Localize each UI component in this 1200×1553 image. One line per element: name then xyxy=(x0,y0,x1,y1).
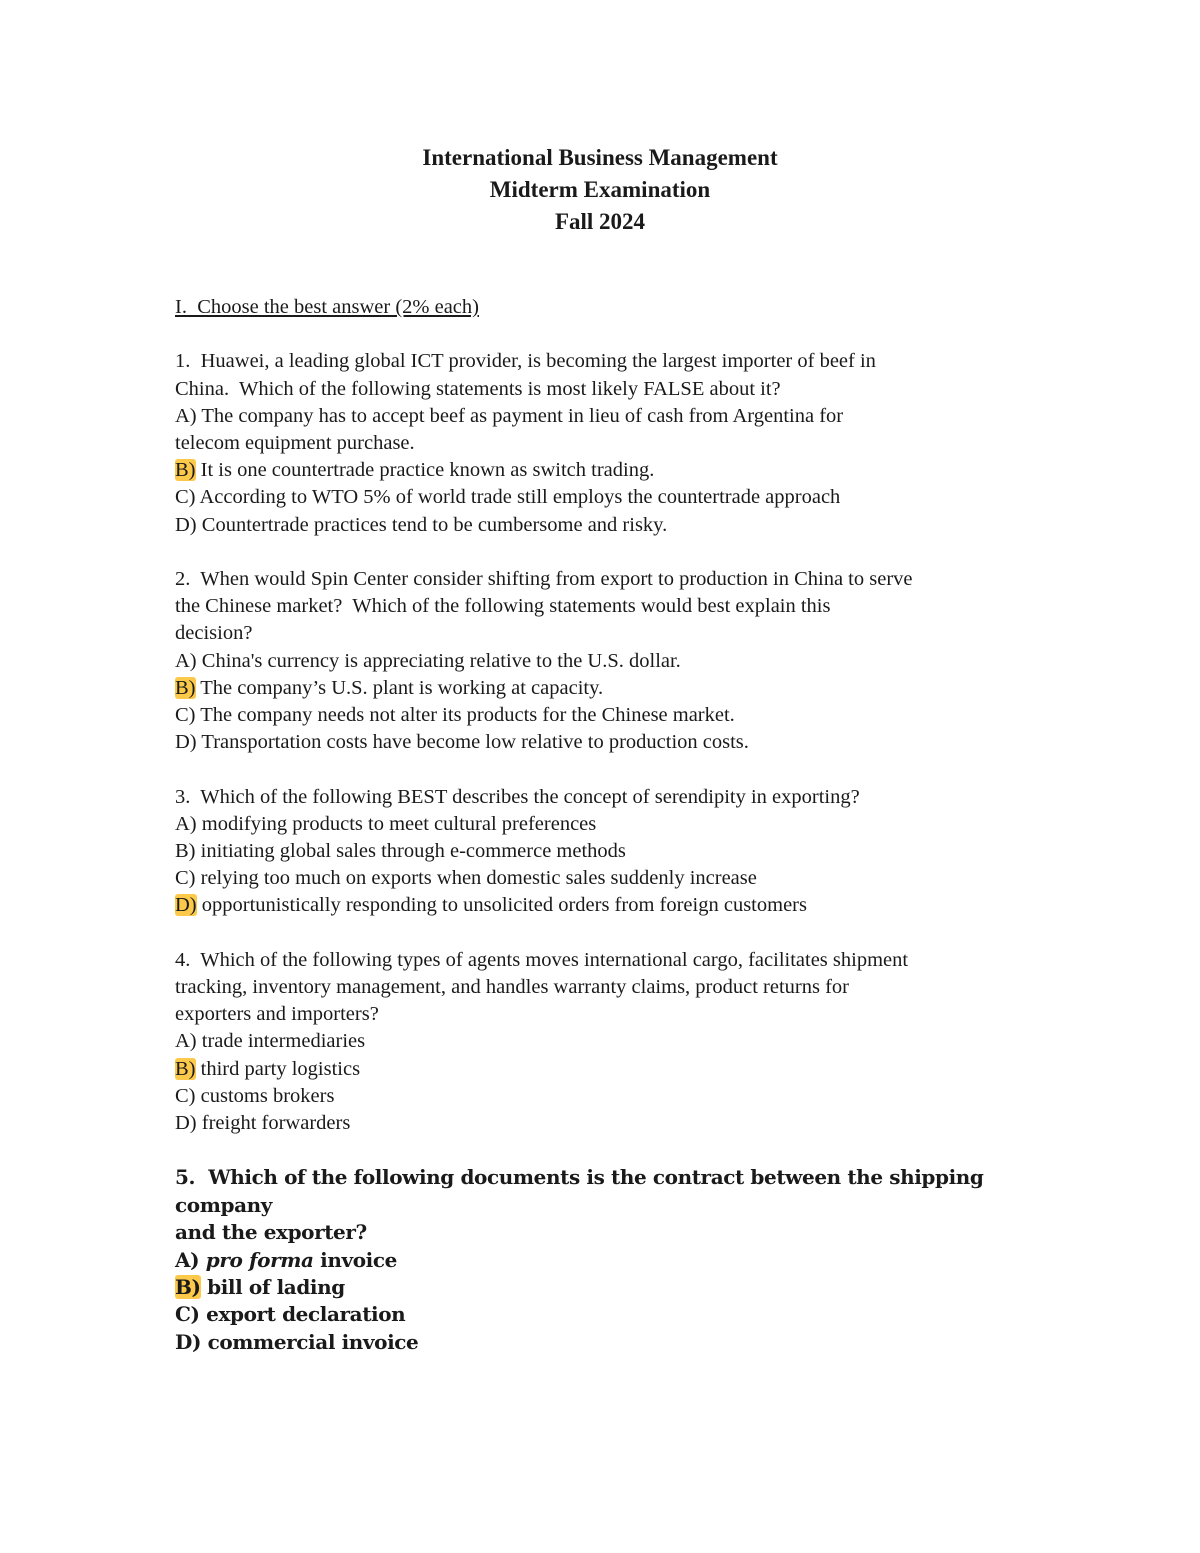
answer-option-a xyxy=(175,403,1055,430)
option-letter: D) xyxy=(175,1112,197,1135)
question-5 xyxy=(175,1164,1055,1356)
answer-option-b xyxy=(175,675,1055,702)
answer-option-d xyxy=(175,1110,1055,1137)
exam-content xyxy=(175,294,1055,1356)
option-text: invoice xyxy=(313,1247,397,1272)
option-text: relying too much on exports when domestic sales suddenly increase xyxy=(195,867,757,890)
option-letter: C) xyxy=(175,486,196,509)
question-2 xyxy=(175,566,1055,756)
option-letter: A) xyxy=(175,812,197,835)
option-italic-text: pro forma xyxy=(199,1247,314,1272)
question-text-line: 2. When would Spin Center consider shifting from export to production in China to serve xyxy=(175,568,913,590)
question-3 xyxy=(175,784,1055,920)
exam-title-block xyxy=(0,142,1200,238)
option-text: The company needs not alter its products for the Chinese market. xyxy=(195,704,735,727)
option-letter: C) xyxy=(175,704,196,727)
option-letter: C) xyxy=(175,1302,200,1327)
option-letter: D) xyxy=(175,731,197,754)
option-text: Countertrade practices tend to be cumbersome and risky. xyxy=(196,513,668,536)
answer-option-b xyxy=(175,1274,1055,1301)
question-text-line: 4. Which of the following types of agents moves international cargo, facilitates shipment xyxy=(175,948,909,971)
option-letter: D) xyxy=(175,1329,202,1354)
option-text: third party logistics xyxy=(195,1057,361,1080)
question-text-line: 1. Huawei, a leading global ICT provider, is becoming the largest importer of beef in xyxy=(175,350,876,373)
option-letter: B) xyxy=(175,840,196,863)
option-text: customs brokers xyxy=(195,1084,335,1107)
answer-option-c xyxy=(175,484,1055,511)
option-text: freight forwarders xyxy=(196,1112,351,1135)
course-title: International Business Management xyxy=(422,145,778,170)
option-text: commercial invoice xyxy=(201,1329,419,1354)
answer-option-d xyxy=(175,729,1055,756)
answer-option-a xyxy=(175,648,1055,675)
option-letter: A) xyxy=(175,1030,197,1053)
option-text: bill of lading xyxy=(200,1275,345,1300)
highlighted-option-letter: B) xyxy=(175,1275,201,1300)
question-4 xyxy=(175,947,1055,1137)
option-text: modifying products to meet cultural preferences xyxy=(196,812,597,835)
question-text-line: tracking, inventory management, and handles warranty claims, product returns for xyxy=(175,976,849,999)
option-letter: D) xyxy=(175,513,197,536)
answer-option-a xyxy=(175,1028,1055,1055)
section-heading: I. Choose the best answer (2% each) xyxy=(175,296,479,318)
highlighted-option-letter: B) xyxy=(175,676,196,699)
question-text-line: 3. Which of the following BEST describes the concept of serendipity in exporting? xyxy=(175,785,860,808)
option-text: According to WTO 5% of world trade still employs the countertrade approach xyxy=(195,486,841,509)
answer-option-c xyxy=(175,1083,1055,1110)
highlighted-option-letter: B) xyxy=(175,1057,196,1080)
option-letter: A) xyxy=(175,649,197,672)
exam-name: Midterm Examination xyxy=(489,177,711,202)
answer-option-b xyxy=(175,838,1055,865)
answer-option-b xyxy=(175,457,1055,484)
option-letter: A) xyxy=(175,1247,200,1272)
option-text: The company has to accept beef as payment in lieu of cash from Argentina for xyxy=(196,404,844,427)
answer-option-c xyxy=(175,1301,1055,1328)
question-text-line: the Chinese market? Which of the following statements would best explain this xyxy=(175,595,831,618)
question-text-line: decision? xyxy=(175,622,253,645)
question-text-line: 5. Which of the following documents is the contract between the shipping company xyxy=(175,1165,991,1217)
option-letter: C) xyxy=(175,867,196,890)
answer-option-b xyxy=(175,1056,1055,1083)
option-text: The company’s U.S. plant is working at capacity. xyxy=(195,676,604,699)
question-text-line: and the exporter? xyxy=(175,1220,367,1245)
answer-option-c xyxy=(175,702,1055,729)
answer-option-a-continued: telecom equipment purchase. xyxy=(175,432,415,454)
option-text: China's currency is appreciating relative to the U.S. dollar. xyxy=(196,649,681,672)
question-text-line: China. Which of the following statements is most likely FALSE about it? xyxy=(175,377,781,400)
option-text: trade intermediaries xyxy=(196,1030,366,1053)
answer-option-d xyxy=(175,1329,1055,1356)
answer-option-a xyxy=(175,1247,1055,1274)
option-letter: A) xyxy=(175,404,197,427)
exam-term: Fall 2024 xyxy=(554,209,646,234)
option-text: opportunistically responding to unsolicited orders from foreign customers xyxy=(196,894,807,917)
highlighted-option-letter: B) xyxy=(175,459,196,482)
highlighted-option-letter: D) xyxy=(175,894,197,917)
question-text-line: exporters and importers? xyxy=(175,1003,379,1026)
question-1 xyxy=(175,348,1055,538)
option-text: Transportation costs have become low relative to production costs. xyxy=(196,731,749,754)
option-letter: C) xyxy=(175,1084,196,1107)
answer-option-d xyxy=(175,512,1055,539)
answer-option-c xyxy=(175,865,1055,892)
option-text: initiating global sales through e-commerce methods xyxy=(195,840,626,863)
answer-option-a xyxy=(175,811,1055,838)
option-text: It is one countertrade practice known as switch trading. xyxy=(195,459,655,482)
answer-option-d xyxy=(175,892,1055,919)
option-text: export declaration xyxy=(199,1302,406,1327)
